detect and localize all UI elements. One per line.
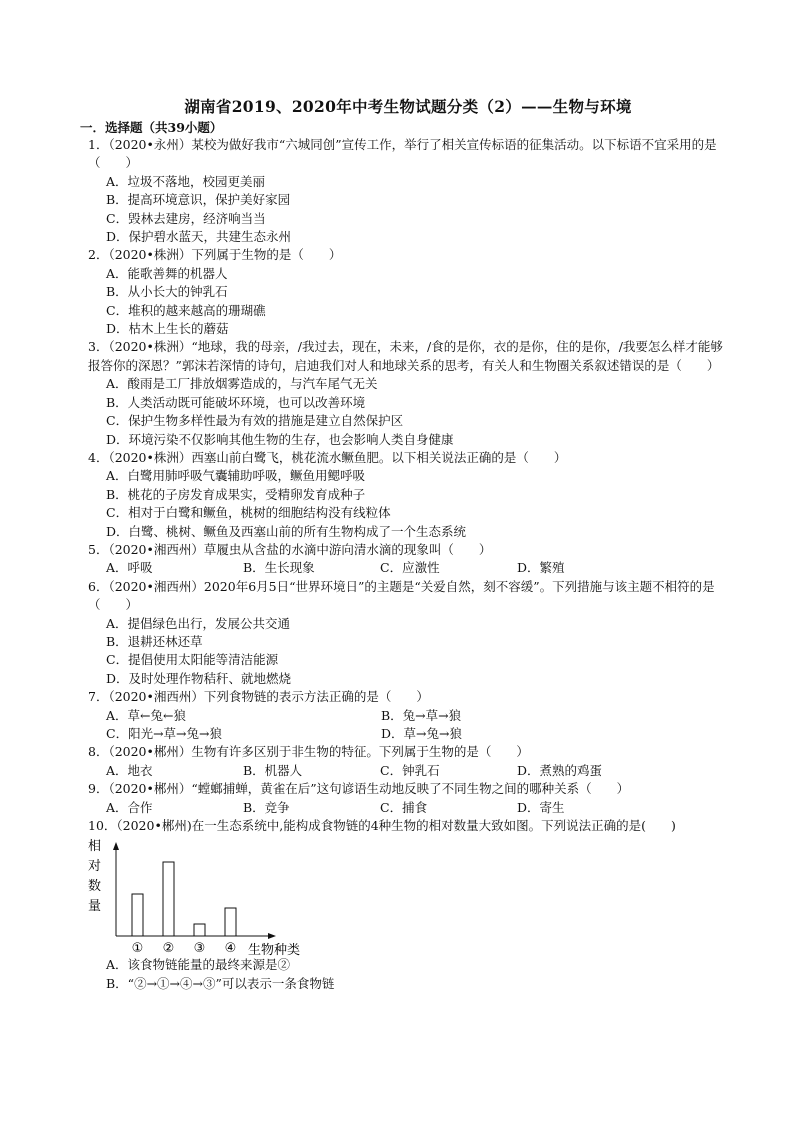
x-tick-label: ④: [224, 941, 237, 957]
y-axis-label-char: 量: [88, 899, 102, 915]
option-b: B．“②→①→④→③”可以表示一条食物链: [106, 975, 335, 991]
option-d: D．煮熟的鸡蛋: [517, 762, 603, 778]
x-tick-label: ①: [131, 941, 144, 957]
option-b: B．从小长大的钟乳石: [106, 284, 228, 300]
option-b: B．桃花的子房发育成果实，受精卵发育成种子: [106, 486, 366, 502]
document-page: [80, 96, 728, 993]
option-a: A．草←兔←狼: [106, 707, 186, 723]
question-stem: 2．（2020•株洲）下列属于生物的是（ ）: [88, 247, 342, 263]
option-d: D．枯木上生长的蘑菇: [106, 321, 229, 337]
y-axis-label-char: 对: [88, 859, 102, 875]
bar: [194, 924, 205, 936]
x-tick-label: ②: [162, 941, 175, 957]
option-a: A．提倡绿色出行，发展公共交通: [106, 615, 291, 631]
option-c: C．堆积的越来越高的珊瑚礁: [106, 302, 266, 318]
option-b: B．兔→草→狼: [381, 707, 462, 723]
x-axis-label: 生物种类: [248, 943, 301, 957]
question-4: [88, 449, 728, 541]
option-d: D．环境污染不仅影响其他生物的生存，也会影响人类自身健康: [106, 431, 454, 447]
question-8: [88, 743, 728, 780]
y-axis-label: [88, 838, 101, 914]
option-a: A．白鹭用肺呼吸气囊辅助呼吸，鳜鱼用鳃呼吸: [106, 468, 366, 484]
option-d: D．寄生: [517, 799, 565, 815]
chart-svg: [88, 836, 328, 956]
bar: [163, 862, 174, 936]
option-a: A．垃圾不落地，校园更美丽: [106, 173, 266, 189]
x-tick-label: ③: [193, 941, 206, 957]
option-c: C．阳光→草→兔→狼: [106, 726, 222, 741]
x-axis-arrow-icon: [268, 933, 276, 939]
option-c: C．捕食: [380, 799, 428, 815]
option-a: A．能歌善舞的机器人: [106, 265, 228, 281]
question-stem: 5．（2020•湘西州）草履虫从含盐的水滴中游向清水滴的现象叫（ ）: [88, 541, 492, 557]
option-b: B．人类活动既可能破坏环境，也可以改善环境: [106, 394, 366, 410]
option-d: D．及时处理作物秸秆、就地燃烧: [106, 670, 292, 686]
y-axis-arrow-icon: [113, 842, 119, 850]
question-2: [88, 246, 728, 338]
question-3: [88, 338, 728, 448]
question-7: [88, 688, 728, 743]
bar: [132, 894, 143, 936]
option-d: D．繁殖: [517, 560, 565, 576]
option-c: C．应激性: [380, 560, 440, 576]
option-d: D．保护碧水蓝天，共建生态永州: [106, 229, 292, 245]
question-stem: 3．（2020•株洲）“地球，我的母亲，/我过去，现在，未来，/食的是你，衣的是你，住的是你，/我要怎么样才能够报答你的深恩？”郭沫若深情的诗句，启迪我们对人和地球关系的思考，有关人和生物圈关系叙述错误的是（ ）: [88, 339, 723, 373]
question-6: [88, 578, 728, 688]
population-bar-chart: [88, 836, 728, 956]
option-b: B．生长现象: [243, 560, 315, 576]
question-stem: 8．（2020•郴州）生物有许多区别于非生物的特征。下列属于生物的是（ ）: [88, 744, 529, 760]
option-c: C．钟乳石: [380, 762, 440, 778]
question-9: [88, 780, 728, 817]
option-b: B．退耕还林还草: [106, 633, 203, 649]
y-axis-label-char: 数: [88, 879, 102, 895]
bar: [225, 908, 236, 936]
option-a: A．合作: [106, 799, 153, 815]
question-stem: 4．（2020•株洲）西塞山前白鹭飞，桃花流水鳜鱼肥。以下相关说法正确的是（ ）: [88, 449, 567, 465]
question-stem: 1．（2020•永州）某校为做好我市“六城同创”宣传工作，举行了相关宣传标语的征集活动。以下标语不宜采用的是（ ）: [88, 137, 717, 171]
question-1: [88, 136, 728, 246]
question-stem: 10．（2020•郴州)在一生态系统中,能构成食物链的4种生物的相对数量大致如图。下列说法正确的是( ): [88, 818, 676, 834]
option-b: B．提高环境意识，保护美好家园: [106, 192, 291, 208]
option-b: B．机器人: [243, 762, 303, 778]
option-d: D．白鹭、桃树、鳜鱼及西塞山前的所有生物构成了一个生态系统: [106, 523, 467, 539]
question-5: [88, 541, 728, 578]
option-a: A．呼吸: [106, 560, 153, 576]
option-a: A．酸雨是工厂排放烟雾造成的，与汽车尾气无关: [106, 376, 378, 392]
section-heading: 一．选择题（共39小题）: [80, 120, 223, 135]
option-b: B．竞争: [243, 799, 290, 815]
option-c: C．相对于白鹭和鳜鱼，桃树的细胞结构没有线粒体: [106, 505, 391, 521]
option-a: A．地衣: [106, 762, 153, 778]
option-c: C．保护生物多样性最为有效的措施是建立自然保护区: [106, 413, 404, 429]
question-stem: 6．（2020•湘西州）2020年6月5日“世界环境日”的主题是“关爱自然，刻不容缓”。下列措施与该主题不相符的是（ ）: [88, 578, 715, 613]
option-a: A．该食物链能量的最终来源是②: [106, 957, 291, 973]
question-10: [88, 817, 728, 993]
question-stem: 9．（2020•郴州）“螳螂捕蝉，黄雀在后”这句谚语生动地反映了不同生物之间的哪种关系（ ）: [88, 781, 630, 797]
page-title: 湖南省2019、2020年中考生物试题分类（2）——生物与环境: [184, 97, 632, 116]
y-axis-label-char: 相: [88, 839, 102, 855]
option-c: C．毁林去建房，经济响当当: [106, 210, 266, 226]
option-c: C．提倡使用太阳能等清洁能源: [106, 652, 279, 668]
option-d: D．草→兔→狼: [381, 726, 462, 741]
question-stem: 7．（2020•湘西州）下列食物链的表示方法正确的是（ ）: [88, 689, 429, 705]
